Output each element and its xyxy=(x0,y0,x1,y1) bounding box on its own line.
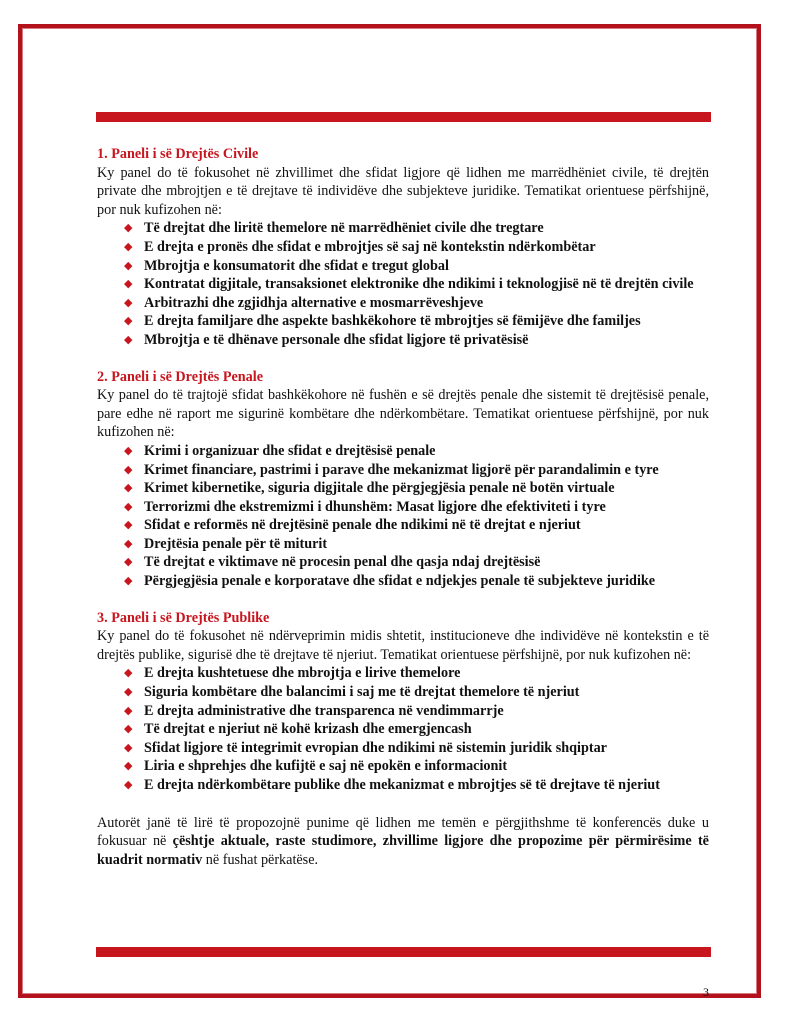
diamond-bullet-icon: ◆ xyxy=(124,741,133,754)
diamond-bullet-icon: ◆ xyxy=(124,333,133,346)
document-body xyxy=(97,145,709,884)
diamond-bullet-icon: ◆ xyxy=(124,704,133,717)
section-public-law xyxy=(97,609,709,795)
section-intro: Ky panel do të fokusohet në zhvillimet dhe sfidat ligjore që lidhen me marrëdhëniet civile, të drejtën private dhe mbrojtjen e të drejtave të individëve dhe subjekteve juridike. Tematikat orientuese përfshijnë, por nuk kufizohen në: xyxy=(97,164,709,218)
list-item: ◆ Mbrojtja e të dhënave personale dhe sfidat ligjore të privatësisë xyxy=(124,331,529,348)
diamond-bullet-icon: ◆ xyxy=(124,278,133,291)
diamond-bullet-icon: ◆ xyxy=(124,537,133,550)
topic-list xyxy=(97,442,709,591)
list-item: ◆ Të drejtat dhe liritë themelore në marrëdhëniet civile dhe tregtare xyxy=(124,220,544,237)
list-item: ◆ Krimet kibernetike, siguria digjitale dhe përgjegjësia penale në botën virtuale xyxy=(124,480,615,497)
list-item: ◆ Mbrojtja e konsumatorit dhe sfidat e tregut global xyxy=(124,257,449,274)
diamond-bullet-icon: ◆ xyxy=(124,575,133,588)
list-item: ◆ Liria e shprehjes dhe kufijtë e saj në epokën e informacionit xyxy=(124,758,508,775)
diamond-bullet-icon: ◆ xyxy=(124,444,133,457)
list-item: ◆ Sfidat e reformës në drejtësinë penale dhe ndikimi në të drejtat e njeriut xyxy=(124,517,581,534)
section-intro: Ky panel do të fokusohet në ndërveprimin midis shtetit, institucioneve dhe individëve në kontekstin e të drejtës publike, sigurisë dhe të drejtave të njeriut. Tematikat orientuese përfshijnë, por nuk kufizohen në: xyxy=(97,628,709,663)
diamond-bullet-icon: ◆ xyxy=(124,482,133,495)
list-item: ◆ E drejta kushtetuese dhe mbrojtja e lirive themelore xyxy=(124,665,461,682)
list-item: ◆ E drejta e pronës dhe sfidat e mbrojtjes së saj në kontekstin ndërkombëtar xyxy=(124,238,596,255)
section-intro: Ky panel do të trajtojë sfidat bashkëkohore në fushën e së drejtës penale dhe sistemit të drejtësisë penale, pare edhe në raport me sigurinë kombëtare dhe ndërkombëtare. Tematikat orientuese përfshijnë, por nuk kufizohen në: xyxy=(97,387,709,441)
list-item: ◆ Arbitrazhi dhe zgjidhja alternative e mosmarrëveshjeve xyxy=(124,294,484,311)
diamond-bullet-icon: ◆ xyxy=(124,686,133,699)
topic-list xyxy=(97,664,709,794)
section-title: 2. Paneli i së Drejtës Penale xyxy=(97,368,264,385)
diamond-bullet-icon: ◆ xyxy=(124,296,133,309)
diamond-bullet-icon: ◆ xyxy=(124,315,133,328)
list-item: ◆ E drejta ndërkombëtare publike dhe mekanizmat e mbrojtjes së të drejtave të njeriut xyxy=(124,777,660,793)
diamond-bullet-icon: ◆ xyxy=(124,779,133,791)
diamond-bullet-icon: ◆ xyxy=(124,240,133,253)
list-item: ◆ Sfidat ligjore të integrimit evropian dhe ndikimi në sistemin juridik shqiptar xyxy=(124,739,607,756)
list-item: ◆ Siguria kombëtare dhe balancimi i saj me të drejtat themelore të njeriut xyxy=(124,684,580,701)
page-number: 3 xyxy=(703,985,709,999)
diamond-bullet-icon: ◆ xyxy=(124,760,133,773)
closing-emphasis: çështje aktuale, raste studimore, zhvillime ligjore dhe propozime për përmirësime të kuadrit normativ xyxy=(97,833,709,868)
diamond-bullet-icon: ◆ xyxy=(124,259,133,272)
topic-list xyxy=(97,219,709,349)
list-item: ◆ E drejta familjare dhe aspekte bashkëkohore të mbrojtjes së fëmijëve dhe familjes xyxy=(124,313,641,330)
diamond-bullet-icon: ◆ xyxy=(124,519,133,532)
diamond-bullet-icon: ◆ xyxy=(124,222,133,235)
diamond-bullet-icon: ◆ xyxy=(124,463,133,476)
list-item: ◆ Përgjegjësia penale e korporatave dhe sfidat e ndjekjes penale të subjekteve juridike xyxy=(124,573,656,590)
section-title: 3. Paneli i së Drejtës Publike xyxy=(97,609,270,626)
diamond-bullet-icon: ◆ xyxy=(124,667,133,680)
list-item: ◆ Të drejtat e njeriut në kohë krizash dhe emergjencash xyxy=(124,721,472,738)
closing-paragraph: Autorët janë të lirë të propozojnë punime që lidhen me temën e përgjithshme të konferencës duke u fokusuar në çështje aktuale, raste studimore, zhvillime ligjore dhe propozime për përmirësime të kuadrit normativ në fushat përkatëse. xyxy=(97,814,709,868)
footer-rule xyxy=(96,947,711,957)
list-item: ◆ Të drejtat e viktimave në procesin penal dhe qasja ndaj drejtësisë xyxy=(124,554,541,571)
list-item: ◆ Terrorizmi dhe ekstremizmi i dhunshëm: Masat ligjore dhe efektiviteti i tyre xyxy=(124,498,606,515)
list-item: ◆ E drejta administrative dhe transparenca në vendimmarrje xyxy=(124,702,504,719)
list-item: ◆ Kontratat digjitale, transaksionet elektronike dhe ndikimi i teknologjisë në të drejtën civile xyxy=(124,276,694,293)
header-rule xyxy=(96,112,711,122)
diamond-bullet-icon: ◆ xyxy=(124,723,133,736)
list-item: ◆ Drejtësia penale për të miturit xyxy=(124,535,328,552)
section-criminal-law xyxy=(97,368,709,591)
diamond-bullet-icon: ◆ xyxy=(124,556,133,569)
list-item: ◆ Krimet financiare, pastrimi i parave dhe mekanizmat ligjorë për parandalimin e tyre xyxy=(124,461,659,478)
section-civil-law xyxy=(97,145,709,350)
diamond-bullet-icon: ◆ xyxy=(124,500,133,513)
section-title: 1. Paneli i së Drejtës Civile xyxy=(97,146,259,162)
list-item: ◆ Krimi i organizuar dhe sfidat e drejtësisë penale xyxy=(124,442,436,459)
